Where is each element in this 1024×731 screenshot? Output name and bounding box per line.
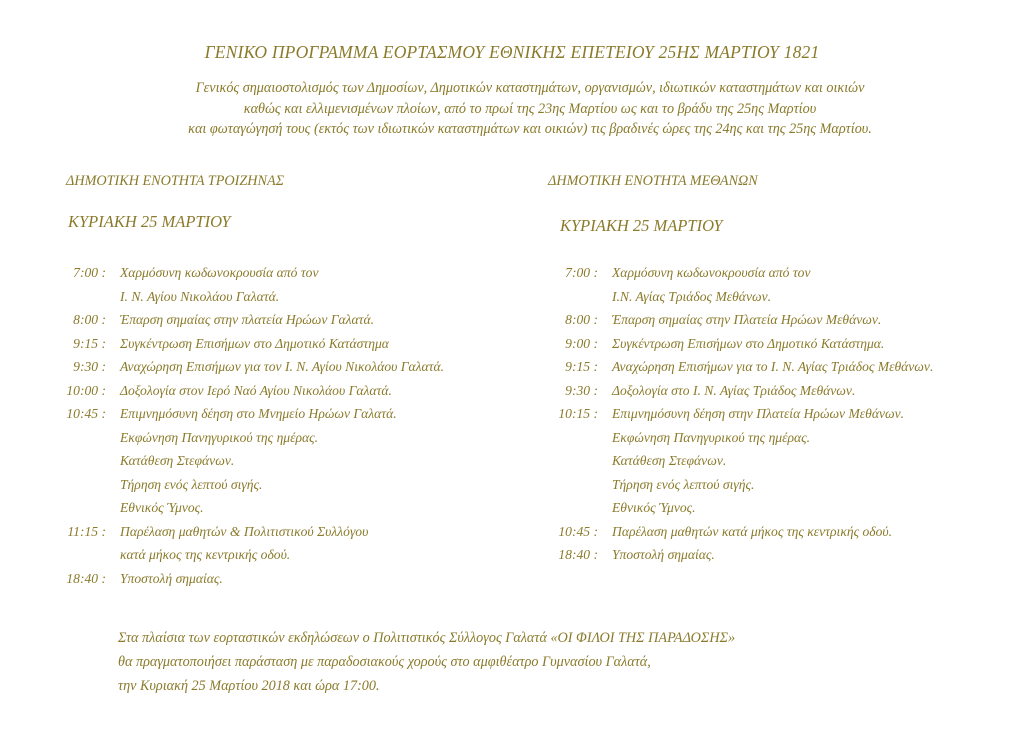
intro-line: καθώς και ελλιμενισμένων πλοίων, από το πρωί της 23ης Μαρτίου ως και το βράδυ της 25ης Μαρτίου [243, 100, 817, 117]
schedule-row [62, 383, 522, 407]
schedule-time: 7:00 : [73, 265, 106, 280]
schedule-description: Ι.Ν. Αγίας Τριάδος Μεθάνων. [612, 288, 772, 304]
schedule-description: Δοξολογία στον Ιερό Ναό Αγίου Νικολάου Γαλατά. [120, 382, 392, 398]
schedule-row [62, 571, 522, 595]
right-day-heading: ΚΥΡΙΑΚΗ 25 ΜΑΡΤΙΟΥ [560, 216, 723, 235]
schedule-row [62, 406, 522, 430]
schedule-description: Ι. Ν. Αγίου Νικολάου Γαλατά. [120, 288, 280, 304]
schedule-row [548, 265, 1018, 289]
schedule-time: 9:15 : [565, 359, 598, 374]
schedule-row [62, 312, 522, 336]
schedule-row [62, 265, 522, 289]
schedule-description: Συγκέντρωση Επισήμων στο Δημοτικό Κατάστημα. [612, 335, 885, 351]
schedule-time: 9:30 : [73, 359, 106, 374]
schedule-row [548, 336, 1018, 360]
schedule-description: Εκφώνηση Πανηγυρικού της ημέρας. [120, 429, 319, 445]
schedule-time: 10:45 : [558, 523, 598, 539]
schedule-description: Δοξολογία στο Ι. Ν. Αγίας Τριάδος Μεθάνων. [612, 382, 856, 398]
schedule-time: 8:00 : [565, 312, 598, 327]
schedule-row [548, 383, 1018, 407]
schedule-description: Εθνικός Ύμνος. [120, 500, 204, 515]
schedule-row [548, 406, 1018, 430]
intro-paragraph [60, 78, 1000, 140]
schedule-description: Έπαρση σημαίας στην πλατεία Ηρώων Γαλατά. [120, 312, 375, 327]
schedule-row [548, 430, 1018, 454]
schedule-row [548, 524, 1018, 548]
schedule-description: Χαρμόσυνη κωδωνοκρουσία από τον [120, 265, 319, 280]
intro-line: Γενικός σημαιοστολισμός των Δημοσίων, Δημοτικών καταστημάτων, οργανισμών, ιδιωτικών καταστημάτων και οικιών [195, 80, 865, 96]
schedule-description: Κατάθεση Στεφάνων. [612, 453, 727, 468]
schedule-description: Παρέλαση μαθητών κατά μήκος της κεντρικής οδού. [612, 523, 893, 539]
document-title: ΓΕΝΙΚΟ ΠΡΟΓΡΑΜΜΑ ΕΟΡΤΑΣΜΟΥ ΕΘΝΙΚΗΣ ΕΠΕΤΕΙΟΥ 25ΗΣ ΜΑΡΤΙΟΥ 1821 [204, 42, 820, 62]
schedule-description: Έπαρση σημαίας στην Πλατεία Ηρώων Μεθάνων. [612, 312, 882, 327]
schedule-row [62, 547, 522, 571]
schedule-description: Κατάθεση Στεφάνων. [120, 453, 235, 468]
schedule-row [548, 547, 1018, 571]
left-unit-heading: ΔΗΜΟΤΙΚΗ ΕΝΟΤΗΤΑ ΤΡΟΙΖΗΝΑΣ [66, 173, 285, 189]
schedule-description: Υποστολή σημαίας. [612, 547, 715, 562]
schedule-description: Αναχώρηση Επισήμων για το Ι. Ν. Αγίας Τριάδος Μεθάνων. [612, 359, 934, 374]
schedule-row [62, 500, 522, 524]
right-schedule [548, 265, 1018, 571]
schedule-time: 10:00 : [66, 382, 106, 398]
schedule-time: 10:15 : [558, 406, 598, 421]
schedule-description: Υποστολή σημαίας. [120, 570, 223, 586]
schedule-row [548, 359, 1018, 383]
schedule-row [62, 524, 522, 548]
schedule-row [62, 477, 522, 501]
schedule-row [62, 336, 522, 360]
schedule-row [62, 430, 522, 454]
schedule-description: Εθνικός Ύμνος. [612, 500, 696, 515]
schedule-description: Εκφώνηση Πανηγυρικού της ημέρας. [612, 429, 811, 445]
schedule-description: Χαρμόσυνη κωδωνοκρουσία από τον [612, 265, 811, 280]
footer-line: Στα πλαίσια των εορταστικών εκδηλώσεων ο Πολιτιστικός Σύλλογος Γαλατά «ΟΙ ΦΙΛΟΙ ΤΗΣ ΠΑΡΑΔΟΣΗΣ» [118, 630, 736, 646]
footer-line: την Κυριακή 25 Μαρτίου 2018 και ώρα 17:00. [118, 678, 380, 694]
footer-announcement [118, 626, 735, 698]
schedule-row [548, 500, 1018, 524]
schedule-row [62, 289, 522, 313]
schedule-time: 8:00 : [73, 312, 106, 327]
schedule-description: Αναχώρηση Επισήμων για τον Ι. Ν. Αγίου Νικολάου Γαλατά. [120, 359, 445, 374]
schedule-time: 7:00 : [565, 265, 598, 280]
intro-line: και φωταγώγησή τους (εκτός των ιδιωτικών καταστημάτων και οικιών) τις βραδινές ώρες της 24ης και της 25ης Μαρτίου. [188, 121, 872, 137]
schedule-time: 18:40 : [558, 547, 598, 562]
schedule-row [548, 289, 1018, 313]
schedule-row [62, 453, 522, 477]
schedule-time: 10:45 : [66, 406, 106, 421]
schedule-row [548, 312, 1018, 336]
schedule-description: Τήρηση ενός λεπτού σιγής. [612, 476, 755, 492]
schedule-description: Τήρηση ενός λεπτού σιγής. [120, 476, 263, 492]
schedule-time: 9:15 : [73, 335, 106, 351]
schedule-row [62, 359, 522, 383]
schedule-description: Συγκέντρωση Επισήμων στο Δημοτικό Κατάστημα [120, 335, 389, 351]
schedule-row [548, 477, 1018, 501]
left-day-heading: ΚΥΡΙΑΚΗ 25 ΜΑΡΤΙΟΥ [68, 212, 231, 231]
right-unit-heading: ΔΗΜΟΤΙΚΗ ΕΝΟΤΗΤΑ ΜΕΘΑΝΩΝ [548, 173, 758, 189]
left-schedule [62, 265, 522, 594]
schedule-description: Παρέλαση μαθητών & Πολιτιστικού Συλλόγου [120, 523, 369, 539]
schedule-description: Επιμνημόσυνη δέηση στο Μνημείο Ηρώων Γαλατά. [120, 406, 397, 421]
schedule-time: 18:40 : [66, 570, 106, 586]
schedule-time: 9:00 : [565, 335, 598, 351]
schedule-description: Επιμνημόσυνη δέηση στην Πλατεία Ηρώων Μεθάνων. [612, 406, 905, 421]
schedule-time: 11:15 : [67, 523, 106, 539]
schedule-row [548, 453, 1018, 477]
schedule-time: 9:30 : [565, 382, 598, 398]
footer-line: θα πραγματοποιήσει παράσταση με παραδοσιακούς χορούς στο αμφιθέατρο Γυμνασίου Γαλατά, [118, 654, 651, 670]
schedule-description: κατά μήκος της κεντρικής οδού. [120, 547, 291, 562]
